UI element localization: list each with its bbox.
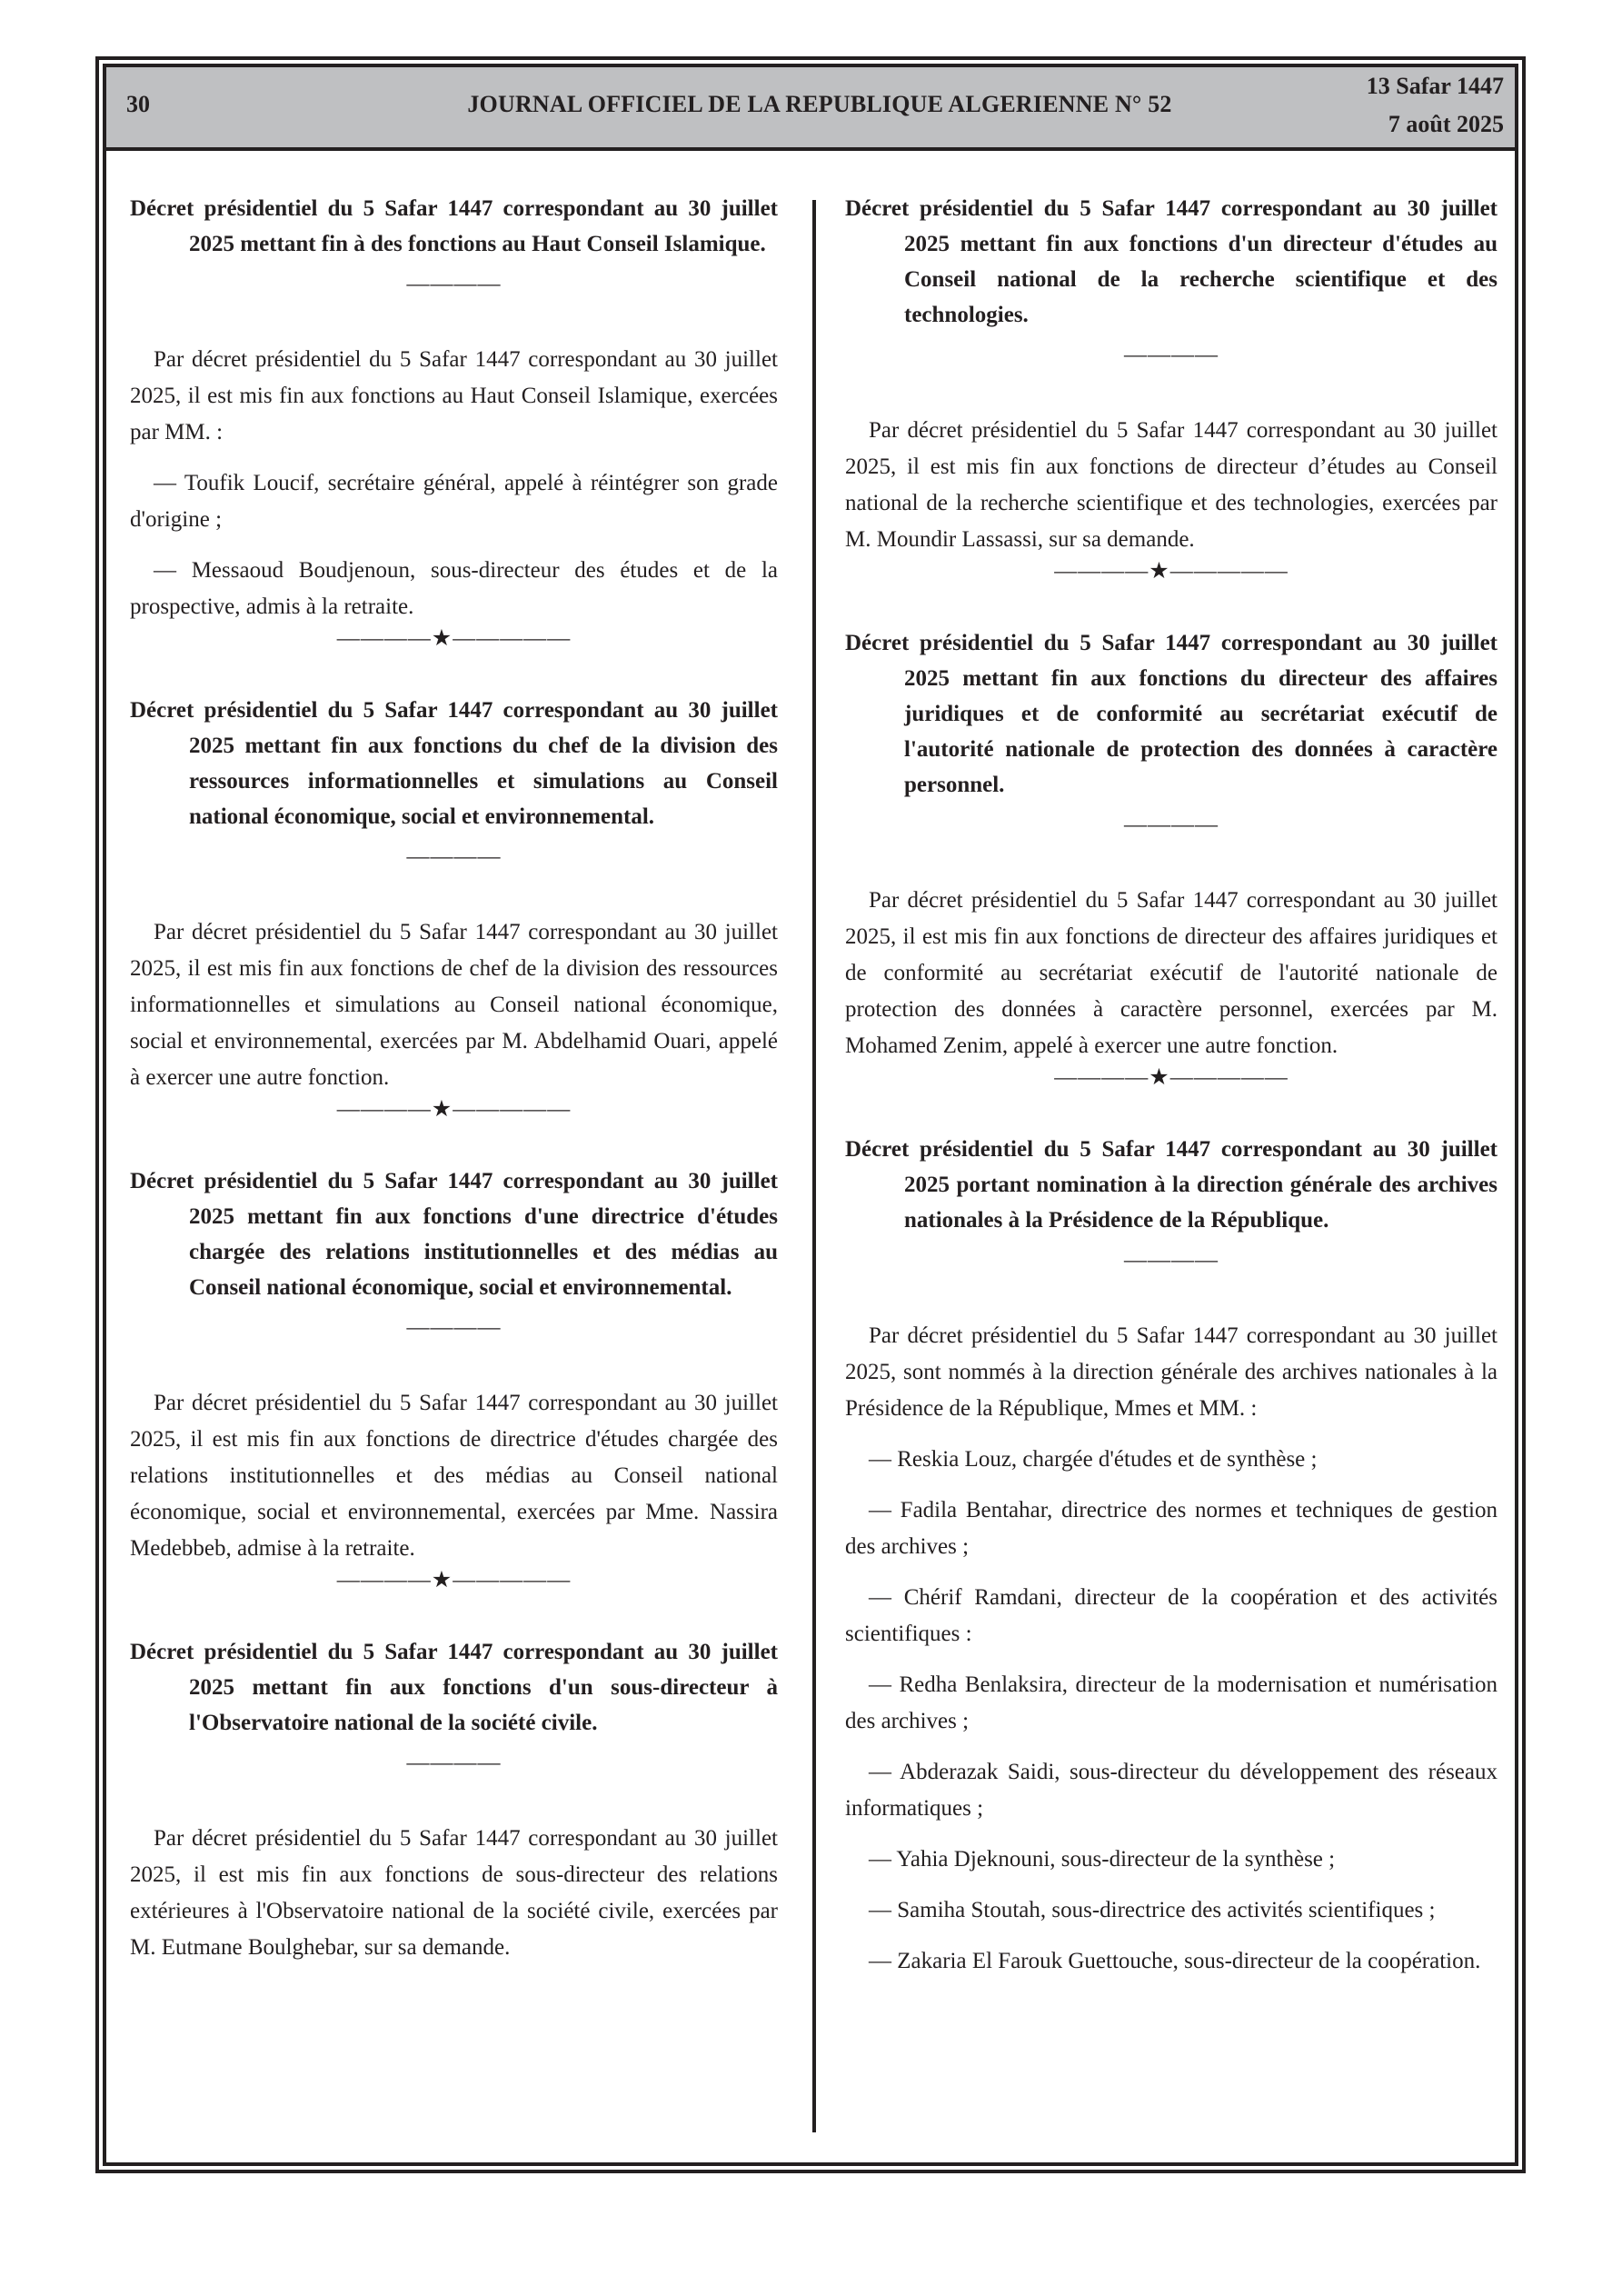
decree-cnese-directrice-etudes [130,1163,778,1594]
list-item: — Messaoud Boudjenoun, sous-directeur des études et de la prospective, admis à la retraite. [130,558,778,619]
decree-body: Par décret présidentiel du 5 Safar 1447 correspondant au 30 juillet 2025, il est mis fin aux fonctions de chef de la division des ressources informationnelles et simulations au Conseil national économique, social et environnemental, exercées par M. Abdelhamid Ouari, appelé à exercer une autre fonction. [130,920,778,1090]
decree-archives-nationales-nomination [845,1132,1498,1980]
star-separator: ————★————— [1054,1065,1289,1090]
list-item: — Chérif Ramdani, directeur de la coopération et des activités scientifiques : [845,1585,1498,1646]
short-separator: ———— [1124,1248,1219,1273]
short-separator: ———— [1124,813,1219,837]
decree-body: Par décret présidentiel du 5 Safar 1447 correspondant au 30 juillet 2025, il est mis fin aux fonctions de directeur d’études au Conseil national de la recherche scientifique et des technologies, exercées par M. Moundir Lassassi, sur sa demande. [845,418,1498,552]
short-separator: ———— [1124,343,1219,367]
short-separator: ———— [406,1315,502,1340]
page-number: 30 [126,91,150,117]
page-header [106,67,1515,151]
list-item: — Samiha Stoutah, sous-directrice des activités scientifiques ; [869,1898,1436,1922]
journal-title: JOURNAL OFFICIEL DE LA REPUBLIQUE ALGERIENNE N° 52 [467,91,1172,117]
short-separator: ———— [406,844,502,869]
list-item: — Reskia Louz, chargée d'études et de synthèse ; [869,1447,1318,1472]
decree-anpdp-directeur [845,625,1498,1092]
list-item: — Fadila Bentahar, directrice des normes et techniques de gestion des archives ; [845,1498,1498,1559]
short-separator: ———— [406,272,502,296]
right-column [845,191,1498,1980]
decree-body: Par décret présidentiel du 5 Safar 1447 correspondant au 30 juillet 2025, il est mis fin aux fonctions au Haut Conseil Islamique, exercées par MM. : [130,347,778,444]
decree-title: Décret présidentiel du 5 Safar 1447 correspondant au 30 juillet 2025 portant nomination à la direction générale des archives nationales à la Présidence de la République. [845,1137,1498,1233]
date-gregorian: 7 août 2025 [1388,111,1504,137]
star-separator: ————★————— [336,626,572,651]
left-column [130,191,778,1966]
star-separator: ————★————— [1054,559,1289,584]
star-separator: ————★————— [336,1568,572,1592]
decree-body: Par décret présidentiel du 5 Safar 1447 correspondant au 30 juillet 2025, sont nommés à la direction générale des archives nationales à la Présidence de la République, Mmes et MM. : [845,1323,1498,1421]
decree-cnese-division-chief [130,693,778,1123]
decree-title: Décret présidentiel du 5 Safar 1447 correspondant au 30 juillet 2025 mettant fin aux fonctions du chef de la division des ressources informationnelles et simulations au Conseil national économique, social et environnemental. [130,698,778,829]
short-separator: ———— [406,1751,502,1775]
list-item: — Toufik Loucif, secrétaire général, appelé à réintégrer son grade d'origine ; [130,471,778,532]
decree-title: Décret présidentiel du 5 Safar 1447 correspondant au 30 juillet 2025 mettant fin aux fonctions d'un directeur d'études au Conseil national de la recherche scientifique et des technologies. [845,196,1498,327]
decree-title: Décret présidentiel du 5 Safar 1447 correspondant au 30 juillet 2025 mettant fin à des fonctions au Haut Conseil Islamique. [130,196,778,256]
date-hijri: 13 Safar 1447 [1366,73,1504,99]
decree-title: Décret présidentiel du 5 Safar 1447 correspondant au 30 juillet 2025 mettant fin aux fonctions d'une directrice d'études chargée des relations institutionnelles et des médias au Conseil national économique, social et environnemental. [130,1169,778,1300]
star-separator: ————★————— [336,1097,572,1122]
list-item: — Yahia Djeknouni, sous-directeur de la synthèse ; [869,1847,1336,1872]
list-item: — Zakaria El Farouk Guettouche, sous-directeur de la coopération. [869,1949,1481,1973]
decree-haut-conseil-islamique [130,191,778,653]
list-item: — Abderazak Saidi, sous-directeur du développement des réseaux informatiques ; [845,1760,1498,1821]
decree-body: Par décret présidentiel du 5 Safar 1447 correspondant au 30 juillet 2025, il est mis fin aux fonctions de directeur des affaires juridiques et de conformité au secrétariat exécutif de l'autorité nationale de protection des données à caractère personnel, exercées par M. Mohamed Zenim, appelé à exercer une autre fonction. [845,888,1498,1058]
decree-body: Par décret présidentiel du 5 Safar 1447 correspondant au 30 juillet 2025, il est mis fin aux fonctions de directrice d'études chargée des relations institutionnelles et des médias au Conseil national économique, social et environnemental, exercées par Mme. Nassira Medebbeb, admise à la retraite. [130,1391,778,1561]
decree-cnrst-directeur-etudes [845,191,1498,585]
column-divider [812,200,816,2132]
decree-observatoire-sous-directeur [130,1634,778,1966]
list-item: — Redha Benlaksira, directeur de la modernisation et numérisation des archives ; [845,1672,1498,1733]
decree-title: Décret présidentiel du 5 Safar 1447 correspondant au 30 juillet 2025 mettant fin aux fonctions d'un sous-directeur à l'Observatoire national de la société civile. [130,1640,778,1735]
decree-body: Par décret présidentiel du 5 Safar 1447 correspondant au 30 juillet 2025, il est mis fin aux fonctions de sous-directeur des relations extérieures à l'Observatoire national de la société civile, exercées par M. Eutmane Boulghebar, sur sa demande. [130,1826,778,1960]
decree-title: Décret présidentiel du 5 Safar 1447 correspondant au 30 juillet 2025 mettant fin aux fonctions du directeur des affaires juridiques et de conformité au secrétariat exécutif de l'autorité nationale de protection des données à caractère personnel. [845,631,1498,797]
